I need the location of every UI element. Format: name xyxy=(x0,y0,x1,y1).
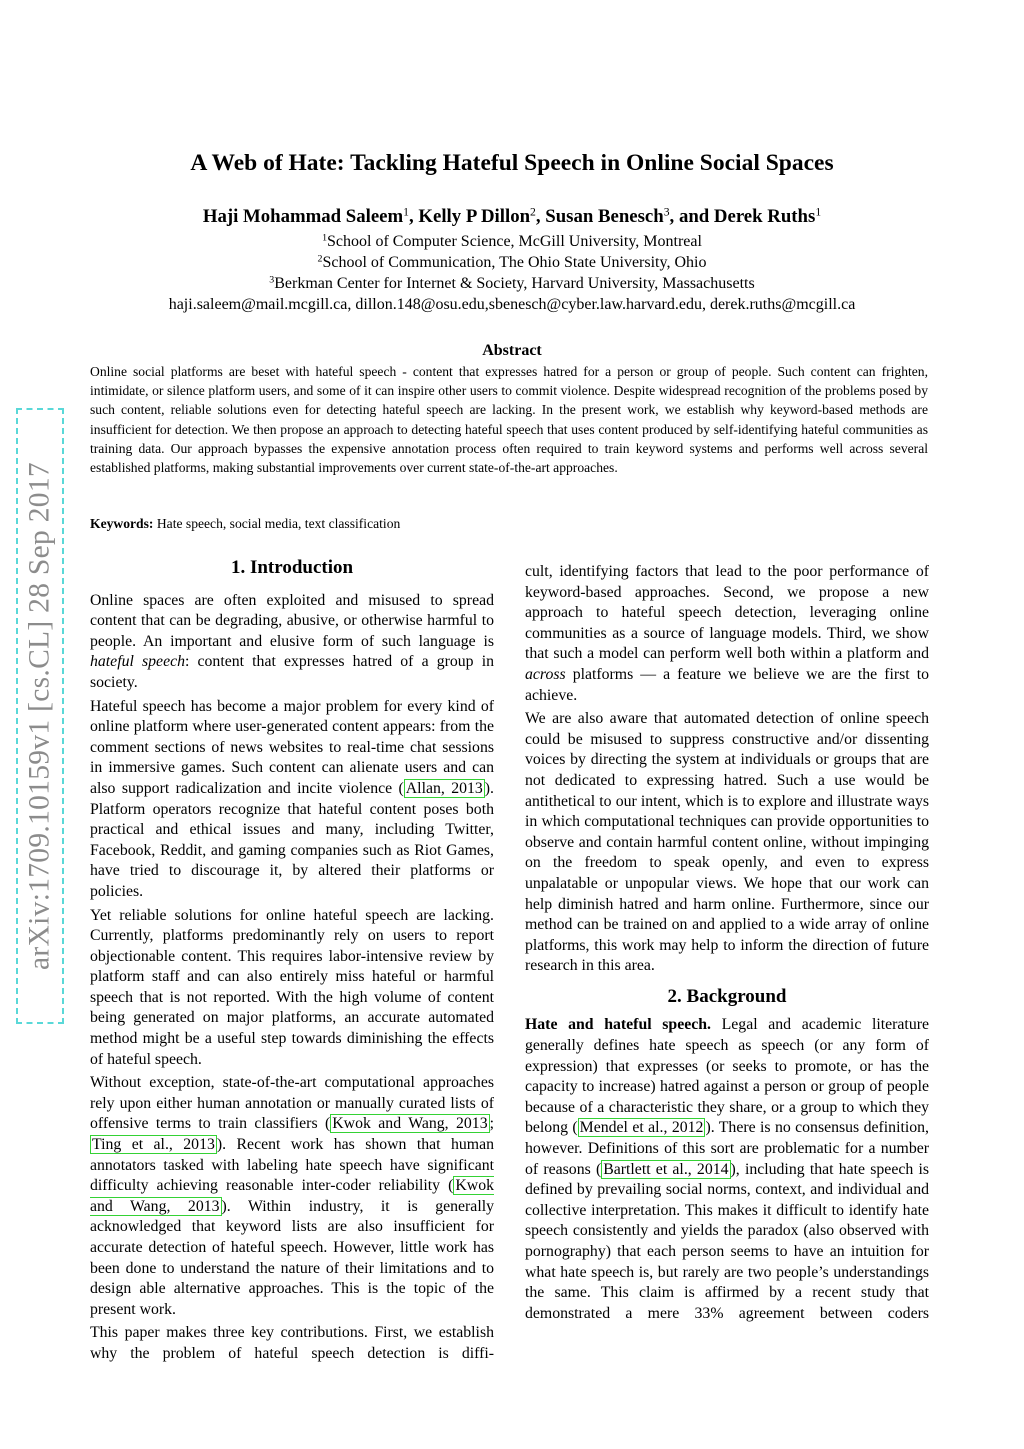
citation-link[interactable]: Bartlett et al., 2014 xyxy=(603,1160,729,1178)
paragraph: Yet reliable solutions for online hateful speech are lacking. Currently, platforms predominantly rely on users to report objectionable content. This requires labor-intensive review by platform staff and can also entirely miss hateful or harmful speech that is not reported. With the high volume of content being generated on major platforms, an accurate automated method might be a useful step towards diminishing the effects of hateful speech. xyxy=(90,906,494,1068)
affiliation-mark: 2 xyxy=(317,253,323,265)
keywords xyxy=(90,514,928,533)
affiliation xyxy=(0,275,1024,293)
paragraph: We are also aware that automated detection of online speech could be misused to suppress constructive and/or dissenting voices by directing the system at individuals or groups that are not dedicated to expressing hatred. Such a use would be antithetical to our intent, which is to explore and illustrate ways in which computational techniques can provide opportunities to observe and contain harmful content online, without impinging on the freedom to speak openly, and even to express unpalatable or unpopular views. We hope that our work can help diminish hatred and harm online. Furthermore, since our method can be trained on and applied to a wide array of online platforms, this work may help to inform the direction of future research in this area. xyxy=(525,710,929,975)
keywords-text: Hate speech, social media, text classification xyxy=(156,516,401,531)
author-name: Kelly P Dillon xyxy=(418,206,531,227)
abstract-text: Online social platforms are beset with hateful speech - content that expresses hatred for a person or group of people. Such content can frighten, intimidate, or silence platform users, and some of it can inspire other users to commit violence. Despite widespread recognition of the problems posed by such content, reliable solutions even for detecting hateful speech are lacking. In the present work, we establish why keyword-based methods are insufficient for detection. We then propose an approach to detecting hateful speech that uses content produced by self-identifying hateful communities as training data. Our approach bypasses the expensive annotation process often required to train keyword systems and performs well across several established platforms, making substantial improvements over current state-of-the-art approaches. xyxy=(90,364,928,476)
paragraph: This paper makes three key contributions. First, we establish why the problem of hateful speech detection is diffi- xyxy=(90,1324,494,1362)
affiliation xyxy=(0,254,1024,272)
author-affiliation-mark: 1 xyxy=(403,205,409,219)
author-affiliation-mark: 2 xyxy=(530,205,536,219)
affiliation-text: School of Communication, The Ohio State University, Ohio xyxy=(322,254,707,271)
paragraph-run-in-heading: Hate and hateful speech. xyxy=(525,1016,711,1034)
paragraph: cult, identifying factors that lead to the poor performance of keyword-based approaches. Second, we propose a new approach to hateful speech detection, leveraging online communities as a source of language models. Third, we show that such a model can perform well both within a platform and across platforms — a feature we believe we are the first to achieve. xyxy=(525,563,929,704)
arxiv-stamp xyxy=(16,408,64,1024)
section-heading-background: 2. Background xyxy=(667,985,787,1007)
affiliation-mark: 3 xyxy=(269,274,275,286)
author-list: Haji Mohammad Saleem$^1$, Kelly P Dillon$^2$, Susan Benesch$^3$, and Derek Ruths$^1$ xyxy=(202,205,822,227)
paragraph: Hate and hateful speech. Legal and academic literature generally defines hate speech as speech (or any form of expression) that expresses (or seeks to promote, or has the capacity to increase) hatred against a person or group of people because of a characteristic they share, or a group to which they belong ( Mendel et al., 2012 ). There is no consensus definition, however. Definitions of this sort are problematic for a number of reasons ( Bartlett et al., 2014 ), including that hate speech is defined by prevailing social norms, context, and individual and collective interpretation. This makes it difficult to identify hate speech consistently and yields the paradox (also observed with pornography) that each person seems to have an intuition for what hate speech is, but rarely are two people’s understandings the same. This claim is affirmed by a recent study that demonstrated a mere 33% agreement between coders xyxy=(525,1016,929,1322)
citation-link[interactable]: Ting et al., 2013 xyxy=(92,1136,215,1154)
paragraph: Online spaces are often exploited and misused to spread content that can be degrading, abusive, or otherwise harmful to people. An important and elusive form of such language is hateful speech: content that expresses hatred of a group in society. xyxy=(90,591,494,691)
citation-link[interactable]: Allan, 2013 xyxy=(405,779,483,797)
affiliation-mark: 1 xyxy=(322,232,328,244)
affiliation-text: School of Computer Science, McGill University, Montreal xyxy=(327,233,702,250)
author-name: Susan Benesch xyxy=(545,206,664,227)
author-affiliation-mark: 1 xyxy=(815,205,822,219)
section-heading-introduction: 1. Introduction xyxy=(230,557,354,578)
right-column xyxy=(525,562,929,1324)
citation-link[interactable]: Kwok and Wang, 2013 xyxy=(332,1115,488,1133)
left-column xyxy=(90,558,494,1365)
paper-title: A Web of Hate: Tackling Hateful Speech in Online Social Spaces xyxy=(190,150,834,176)
author-affiliation-mark: 3 xyxy=(663,205,670,219)
citation-link[interactable]: Mendel et al., 2012 xyxy=(579,1119,704,1137)
paragraph: Without exception, state-of-the-art computational approaches rely upon either human annotation or manually curated lists of offensive terms to train classifiers ( Kwok and Wang, 2013 ; Ting et al., 2013 ). Recent work has shown that human annotators tasked with labeling hate speech have significant difficulty achieving reasonable inter-coder reliability ( Kwok and Wang, 2013 ). Within industry, it is generally acknowledged that keyword lists are also insufficient for accurate detection of hateful speech. However, little work has been done to understand the nature of their limitations and to design able alternative approaches. This is the topic of the present work. xyxy=(90,1074,494,1318)
affiliation xyxy=(0,233,1024,251)
author-name: and Derek Ruths xyxy=(678,206,816,227)
keywords-label: Keywords: xyxy=(90,516,154,531)
paragraph: Hateful speech has become a major problem for every kind of online platform where user-generated content appears: from the comment sections of news websites to real-time chat sessions in immersive games. Such content can alienate users and can also support radicalization and incite violence ( Allan, 2013 ). Platform operators recognize that hateful content poses both practical and ethical issues and many, including Twitter, Facebook, Reddit, and gaming companies such as Riot Games, have tried to discourage it, by altered their platforms or policies. xyxy=(90,697,495,900)
abstract-heading: Abstract xyxy=(482,342,542,359)
affiliation-text: Berkman Center for Internet & Society, Harvard University, Massachusetts xyxy=(274,275,755,292)
arxiv-identifier: arXiv:1709.10159v1 [cs.CL] 28 Sep 2017 xyxy=(23,462,56,970)
citation-link[interactable]: Kwok and Wang, 2013 xyxy=(90,1177,494,1215)
author-emails: haji.saleem@mail.mcgill.ca, dillon.148@osu.edu,sbenesch@cyber.law.harvard.edu, derek.ruths@mcgill.ca xyxy=(168,296,856,313)
author-name: Haji Mohammad Saleem xyxy=(202,206,404,227)
